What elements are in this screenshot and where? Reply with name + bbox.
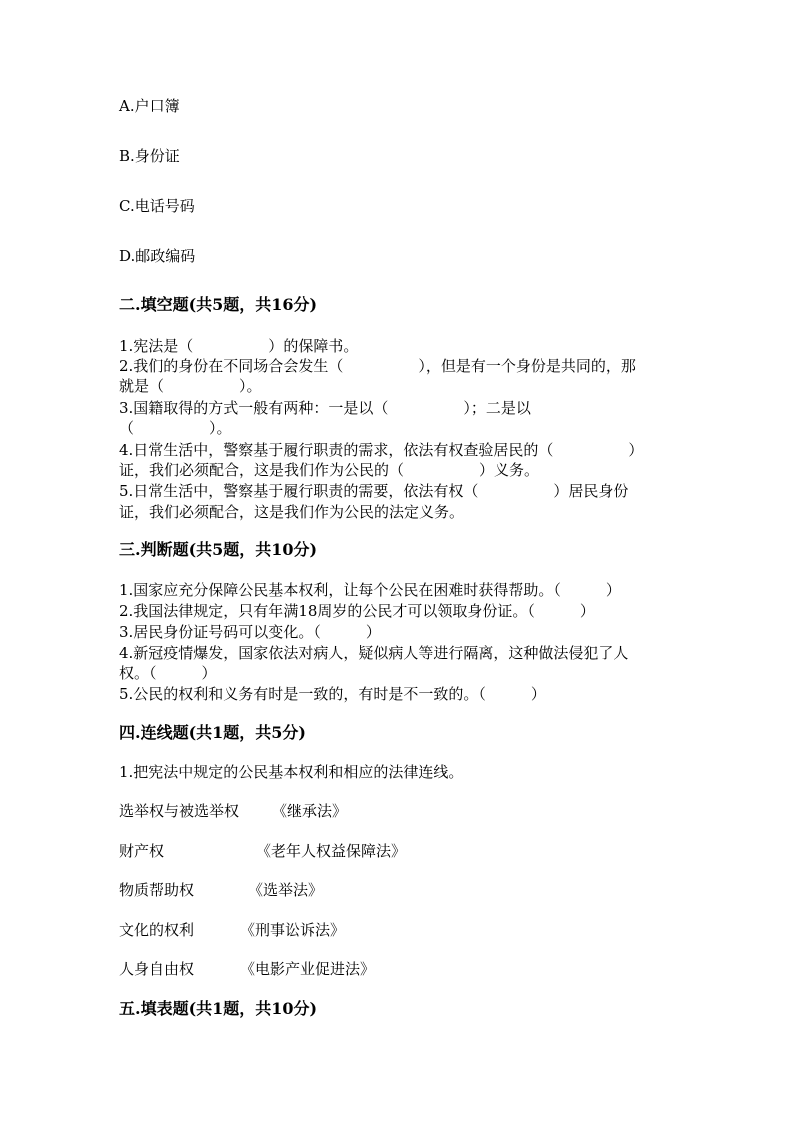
question-line: 证，我们必须配合，这是我们作为公民的法定义务。	[119, 503, 465, 521]
question-line: 5.公民的权利和义务有时是一致的，有时是不一致的。（ ）	[119, 685, 546, 703]
question-line: 证，我们必须配合，这是我们作为公民的（ ）义务。	[119, 461, 540, 479]
question-line: 4.新冠疫情爆发，国家依法对病人，疑似病人等进行隔离，这种做法侵犯了人	[119, 644, 629, 662]
option-d: D.邮政编码	[119, 247, 196, 265]
question-line: 5.日常生活中，警察基于履行职责的需要，依法有权（ ）居民身份	[119, 482, 629, 500]
match-left-item: 物质帮助权	[119, 881, 195, 899]
question-line: 1.把宪法中规定的公民基本权利和相应的法律连线。	[119, 763, 464, 781]
question-line: 4.日常生活中，警察基于履行职责的需求，依法有权查验居民的（ ）	[119, 441, 644, 459]
match-right-item: 《选举法》	[248, 881, 324, 899]
question-line: 就是（ ）。	[119, 377, 262, 395]
match-left-item: 人身自由权	[119, 960, 195, 978]
option-a: A.户口簿	[119, 97, 180, 115]
match-right-item: 《继承法》	[272, 802, 348, 820]
match-left-item: 财产权	[119, 842, 165, 860]
question-line: 2.我们的身份在不同场合会发生（ ），但是有一个身份是共同的，那	[119, 357, 636, 375]
question-line: 1.国家应充分保障公民基本权利，让每个公民在困难时获得帮助。（ ）	[119, 581, 621, 599]
option-b: B.身份证	[119, 147, 180, 165]
section-title-matching: 四.连线题(共1题，共5分)	[119, 723, 306, 742]
question-line: 3.居民身份证号码可以变化。（ ）	[119, 623, 381, 641]
option-c: C.电话号码	[119, 197, 195, 215]
match-right-item: 《刑事讼诉法》	[240, 921, 346, 939]
section-title-true-false: 三.判断题(共5题，共10分)	[119, 540, 318, 559]
section-title-fill-blank: 二.填空题(共5题，共16分)	[119, 295, 318, 314]
question-line: 1.宪法是（ ）的保障书。	[119, 337, 359, 355]
question-line: 3.国籍取得的方式一般有两种：一是以（ ）；二是以	[119, 399, 531, 417]
question-line: （ ）。	[119, 419, 232, 437]
match-left-item: 选举权与被选举权	[119, 802, 240, 820]
match-right-item: 《老年人权益保障法》	[256, 842, 407, 860]
match-right-item: 《电影产业促进法》	[240, 960, 376, 978]
question-line: 2.我国法律规定，只有年满18周岁的公民才可以领取身份证。（ ）	[119, 602, 595, 620]
question-line: 权。（ ）	[119, 664, 217, 682]
match-left-item: 文化的权利	[119, 921, 195, 939]
section-title-fill-table: 五.填表题(共1题，共10分)	[119, 999, 318, 1018]
